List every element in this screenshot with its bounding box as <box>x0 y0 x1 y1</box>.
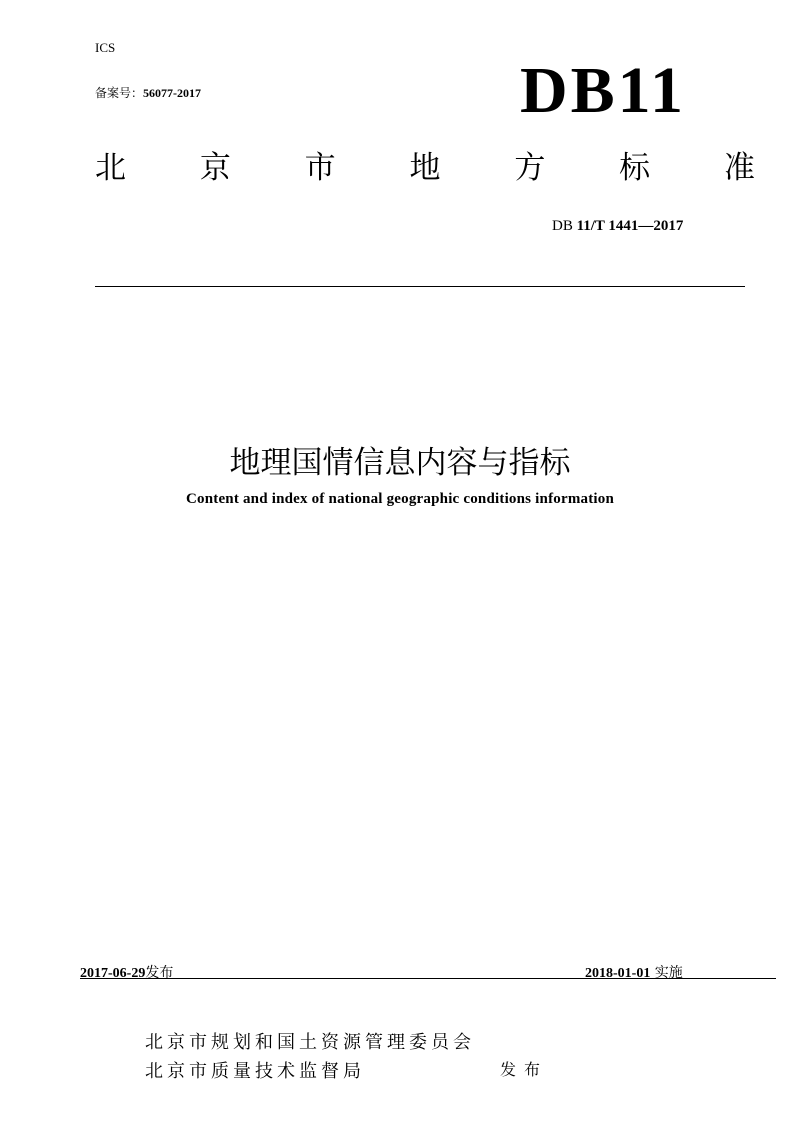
header-divider <box>95 286 745 287</box>
title-chinese: 地理国情信息内容与指标 <box>229 445 571 481</box>
ics-label: ICS <box>95 40 116 55</box>
title-english: Content and index of national geographic conditions information <box>185 491 615 507</box>
filing-label: 备案号： <box>95 86 144 100</box>
standard-type-char: 标 <box>619 150 651 186</box>
publish-verb: 发布 <box>500 1060 549 1079</box>
standard-type-char: 准 <box>723 150 755 186</box>
filing-record <box>95 84 201 101</box>
issue-date-line <box>80 962 173 982</box>
standard-type-char: 地 <box>409 150 441 186</box>
issue-label: 发布 <box>145 965 174 981</box>
db-code: DB11 <box>520 54 687 127</box>
standard-number <box>552 218 683 235</box>
standard-type-char: 方 <box>514 150 546 186</box>
implement-label: 实施 <box>654 965 683 981</box>
standard-type-char: 京 <box>199 150 231 186</box>
footer-divider <box>80 978 776 979</box>
issue-date: 2017-06-29 <box>80 966 146 981</box>
publisher-1: 北京市规划和国土资源管理委员会 <box>145 1032 475 1053</box>
standard-number-value: 11/T 1441—2017 <box>576 218 684 234</box>
publisher-2: 北京市质量技术监督局 <box>145 1061 365 1082</box>
standard-type-heading <box>95 150 755 186</box>
standard-number-prefix: DB <box>552 218 573 234</box>
filing-number: 56077-2017 <box>143 86 202 100</box>
implement-date: 2018-01-01 <box>585 966 651 981</box>
standard-type-char: 市 <box>304 150 336 186</box>
standard-type-char: 北 <box>95 150 126 186</box>
implement-date-line <box>585 962 683 982</box>
